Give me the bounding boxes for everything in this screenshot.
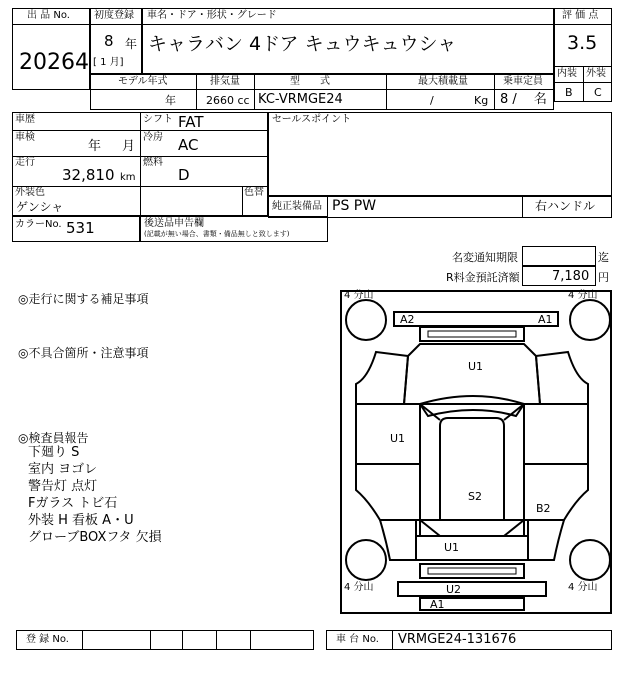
chassis-number: VRMGE24-131676 <box>398 632 517 647</box>
recycle-fee-amount: 7,180 <box>552 269 590 284</box>
lot-number: 20264 <box>19 50 89 75</box>
color-number-label: カラーNo. <box>15 219 62 230</box>
inspector-line: 下廻り S <box>28 445 80 460</box>
first-registration-label: 初度登録 <box>94 10 134 21</box>
tire-label-front-left: 4 分山 <box>344 290 374 301</box>
damage-mark-u1-hood: U1 <box>468 360 484 373</box>
inspector-line: 警告灯 点灯 <box>28 479 98 494</box>
damage-mark-s2: S2 <box>468 490 482 503</box>
tire-label-rear-left: 4 分山 <box>344 582 374 593</box>
rear-bumper-lower <box>398 582 546 596</box>
first-registration-year: 8 <box>104 32 114 50</box>
capacity-label: 乗車定員 <box>503 76 543 87</box>
steering-value: 右ハンドル <box>535 199 596 213</box>
capacity: 8 / 名 <box>500 92 547 107</box>
tire-rear-right <box>570 540 610 580</box>
equipment-value: PS PW <box>332 198 377 214</box>
tire-rear-left <box>346 540 386 580</box>
left-side-body <box>356 404 420 464</box>
damage-mark-a1-front: A1 <box>538 313 553 326</box>
mileage-unit: km <box>120 172 136 183</box>
tire-label-front-right: 4 分山 <box>568 290 598 301</box>
model-year-label: モデル年式 <box>118 76 168 87</box>
inspector-report-title: ◎検査員報告 <box>18 431 89 445</box>
recycle-fee-unit: 円 <box>598 271 609 284</box>
name-change-deadline-label: 名変通知期限 <box>452 251 518 264</box>
tire-label-rear-right: 4 分山 <box>568 582 598 593</box>
damage-mark-u1-rear: U1 <box>444 541 460 554</box>
defects-title: ◎不具合箇所・注意事項 <box>18 346 149 360</box>
color-value: ゲンシャ <box>16 200 64 214</box>
model-year-unit: 年 <box>165 94 176 107</box>
name-change-deadline-unit: 迄 <box>598 251 609 264</box>
left-rear-side <box>356 464 420 520</box>
damage-mark-b2: B2 <box>536 502 551 515</box>
inspector-line: 外装 H 看板 A・U <box>28 513 134 528</box>
right-rear-side <box>524 464 588 520</box>
sales-point-label: セールスポイント <box>272 114 352 125</box>
inspector-line: Fガラス トビ石 <box>28 496 118 511</box>
right-rear-fender <box>528 520 564 560</box>
displacement: 2660 cc <box>206 94 250 107</box>
inspector-line: グローブBOXフタ 欠損 <box>28 530 162 545</box>
max-load-unit: Kg <box>474 94 489 107</box>
car-name: キャラバン 4ドア キュウキュウシャ <box>148 33 457 55</box>
max-load-separator: / <box>430 94 434 107</box>
aftersend-label: 後送品申告欄 <box>144 218 204 229</box>
ac-label: 冷房 <box>143 132 163 143</box>
interior-grade: B <box>565 86 573 99</box>
damage-mark-u1-left: U1 <box>390 432 406 445</box>
right-front-fender <box>536 352 588 404</box>
first-registration-month: [ 1 月] <box>93 57 124 68</box>
first-registration-year-unit: 年 <box>125 37 138 51</box>
shift-value: FAT <box>178 113 204 131</box>
driving-notes-title: ◎走行に関する補足事項 <box>18 292 149 306</box>
score-label: 評 価 点 <box>562 10 599 21</box>
left-front-fender <box>356 352 408 404</box>
right-side-body <box>524 404 588 464</box>
shift-label: シフト <box>143 114 173 125</box>
mileage-value: 32,810 <box>62 166 115 184</box>
inspection-year: 年 <box>88 139 102 154</box>
chassis-number-label: 車 台 No. <box>336 634 379 645</box>
equipment-label: 純正装備品 <box>272 201 322 212</box>
ac-value: AC <box>178 136 199 154</box>
type-label: 型 式 <box>290 76 330 87</box>
evaluation-score: 3.5 <box>567 32 598 54</box>
aftersend-note: (記載が無い場合、書類・備品無しと致します) <box>144 230 290 238</box>
color-change-label: 色替 <box>244 187 264 198</box>
exterior-grade: C <box>594 86 602 99</box>
inspector-line: 室内 ヨゴレ <box>28 462 98 477</box>
car-name-label: 車名・ドア・形状・グレード <box>147 10 277 21</box>
displacement-label: 排気量 <box>210 76 240 87</box>
damage-mark-a1-rear: A1 <box>430 598 445 611</box>
inspection-month: 月 <box>122 139 136 154</box>
color-number: 531 <box>66 219 95 237</box>
mileage-label: 走行 <box>15 157 35 168</box>
model-type: KC-VRMGE24 <box>258 92 343 107</box>
exterior-label: 外装 <box>586 68 606 79</box>
damage-mark-u2: U2 <box>446 583 462 596</box>
roof <box>440 418 504 520</box>
hood-outline <box>404 344 540 404</box>
tire-front-left <box>346 300 386 340</box>
front-grille <box>420 327 524 341</box>
fuel-label: 燃料 <box>143 157 163 168</box>
front-windshield <box>420 396 524 416</box>
fuel-value: D <box>178 166 190 184</box>
recycle-fee-label: R料金預託済額 <box>446 271 520 284</box>
front-bumper <box>394 312 558 326</box>
damage-mark-a2: A2 <box>400 313 415 326</box>
color-label: 外装色 <box>15 187 45 198</box>
inspection-label: 車検 <box>15 132 35 143</box>
rear-door <box>416 536 528 560</box>
rear-bumper <box>420 564 524 578</box>
max-load-label: 最大積載量 <box>418 76 468 87</box>
interior-label: 内装 <box>557 68 577 79</box>
history-label: 車歴 <box>15 114 35 125</box>
registration-number-label: 登 録 No. <box>26 634 69 645</box>
lot-number-label: 出 品 No. <box>27 10 70 21</box>
tire-front-right <box>570 300 610 340</box>
